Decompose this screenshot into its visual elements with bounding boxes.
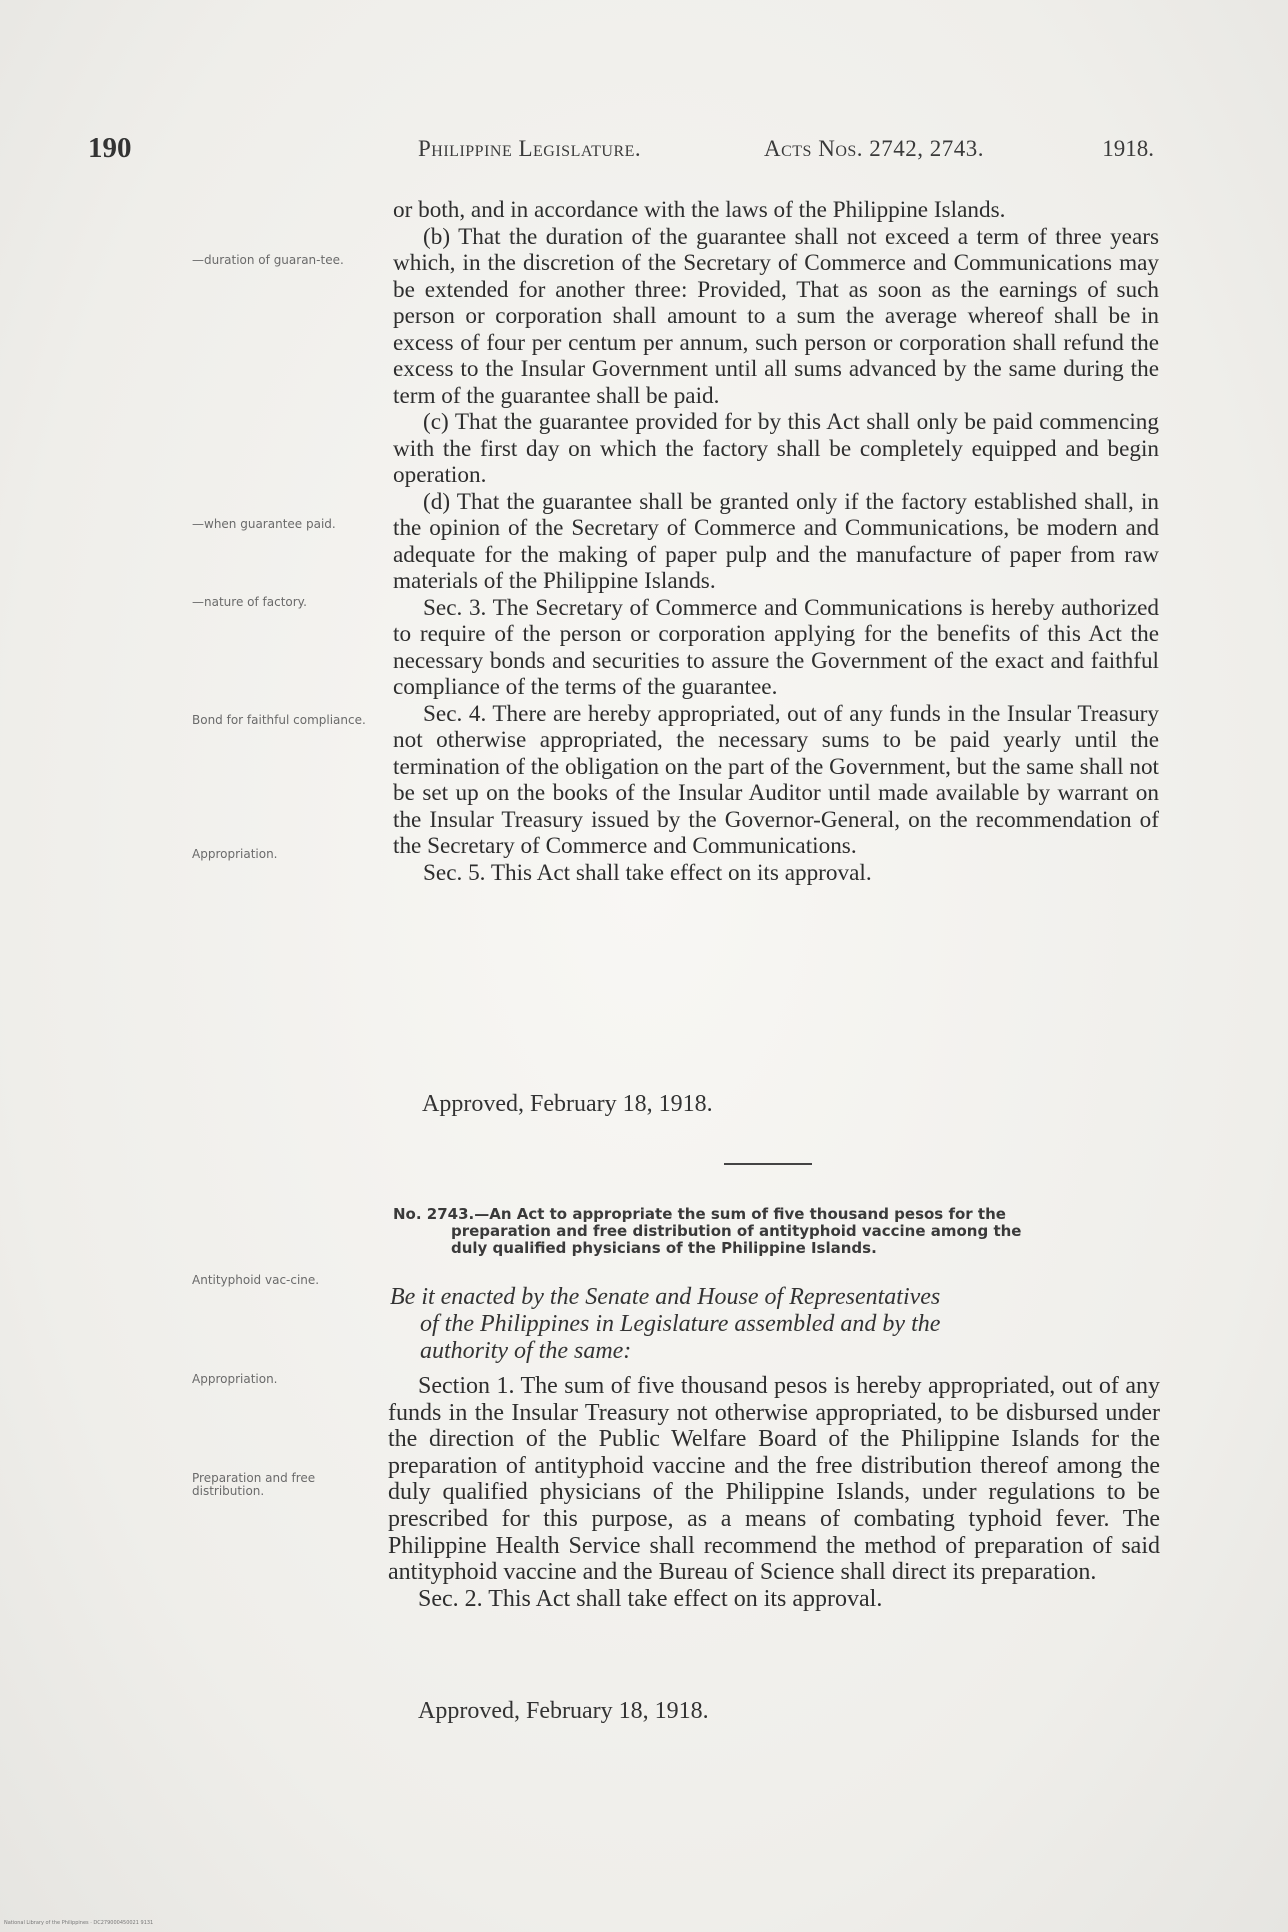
enacting-line-2: of the Philippines in Legislature assembled and by the [420,1311,941,1337]
clause-b: (b) That the duration of the guarantee shall not exceed a term of three years which, in the discretion of the Secretary of Commerce and Communications may be extended for another three: Provided, That as soon as the earnings of such person or corporation shall amount to a sum the average whereof shall be in excess of four per centum per annum, such person or corporation shall refund the excess to the Insular Government until all sums advanced by the same during the term of the guarantee shall be paid. [393,223,1159,409]
margin-note-appropriation: Appropriation. [192,847,278,861]
enacting-line-1: Be it enacted by the Senate and House of Representatives [390,1284,941,1310]
approved-2742: Approved, February 18, 1918. [422,1091,713,1117]
margin-note-preparation: Preparation and free distribution. [192,1471,316,1498]
clause-d: (d) That the guarantee shall be granted only if the factory established shall, in the opinion of the Secretary of Commerce and Communications, be modern and adequate for the making of paper pulp and the manufacture of paper from raw materials of the Philippine Islands. [393,488,1159,594]
act-title-line-2: preparation and free distribution of antityphoid vaccine among the [451,1222,1022,1240]
act-2743-body [388,1373,1160,1612]
act-2742-body [393,197,1159,886]
continuation-paragraph: or both, and in accordance with the laws of the Philippine Islands. [393,197,1006,223]
running-acts: Acts Nos. 2742, 2743. [764,136,985,161]
section-1: Section 1. The sum of five thousand pesos is hereby appropriated, out of any funds in the Insular Treasury not otherwise appropriated, to be disbursed under the direction of the Public Welfare Board of the Philippine Islands for the preparation of antityphoid vaccine and the free distribution thereof among the duly qualified physicians of the Philippine Islands, under regulations to be prescribed for this purpose, as a means of combating typhoid fever. The Philippine Health Service shall recommend the method of preparation of said antityphoid vaccine and the Bureau of Science shall direct its preparation. [388,1373,1160,1586]
act-title-line-3: duly qualified physicians of the Philippine Islands. [451,1239,877,1257]
section-2: Sec. 2. This Act shall take effect on its approval. [418,1585,883,1612]
margin-note-appropriation-2: Appropriation. [192,1372,278,1386]
approved-2743: Approved, February 18, 1918. [418,1698,709,1724]
margin-note-bond: Bond for faithful compliance. [192,713,366,727]
section-3: Sec. 3. The Secretary of Commerce and Communications is hereby authorized to require of the person or corporation applying for the benefits of this Act the necessary bonds and securities to assure the Government of the exact and faithful compliance of the terms of the guarantee. [393,594,1159,700]
margin-note-duration: —duration of guaran-tee. [192,253,344,267]
act-title-line-1: No. 2743.—An Act to appropriate the sum of five thousand pesos for the [393,1205,1006,1223]
margin-note-nature: —nature of factory. [192,595,307,609]
act-2743-title [393,1206,1153,1257]
clause-c: (c) That the guarantee provided for by this Act shall only be paid commencing with the first day on which the factory shall be completely equipped and begin operation. [393,409,1159,488]
archive-stamp: National Library of the Philippines · DC279000450021 9131 [4,1920,154,1926]
page-header [88,132,1154,172]
margin-note-when-paid: —when guarantee paid. [192,517,336,531]
margin-note-antityphoid: Antityphoid vac-cine. [192,1273,320,1287]
enacting-line-3: authority of the same: [420,1338,632,1364]
enacting-clause [390,1284,1160,1365]
page-number: 190 [88,132,132,164]
section-4: Sec. 4. There are hereby appropriated, out of any funds in the Insular Treasury not otherwise appropriated, the necessary sums to be paid yearly until the termination of the obligation on the part of the Government, but the same shall not be set up on the books of the Insular Auditor until made available by warrant on the Insular Treasury issued by the Governor-General, on the recommendation of the Secretary of Commerce and Communications. [393,700,1159,859]
running-title: Philippine Legislature. [418,136,642,161]
running-year: 1918. [1102,136,1154,161]
section-divider [724,1163,812,1165]
section-5: Sec. 5. This Act shall take effect on its approval. [423,859,872,886]
